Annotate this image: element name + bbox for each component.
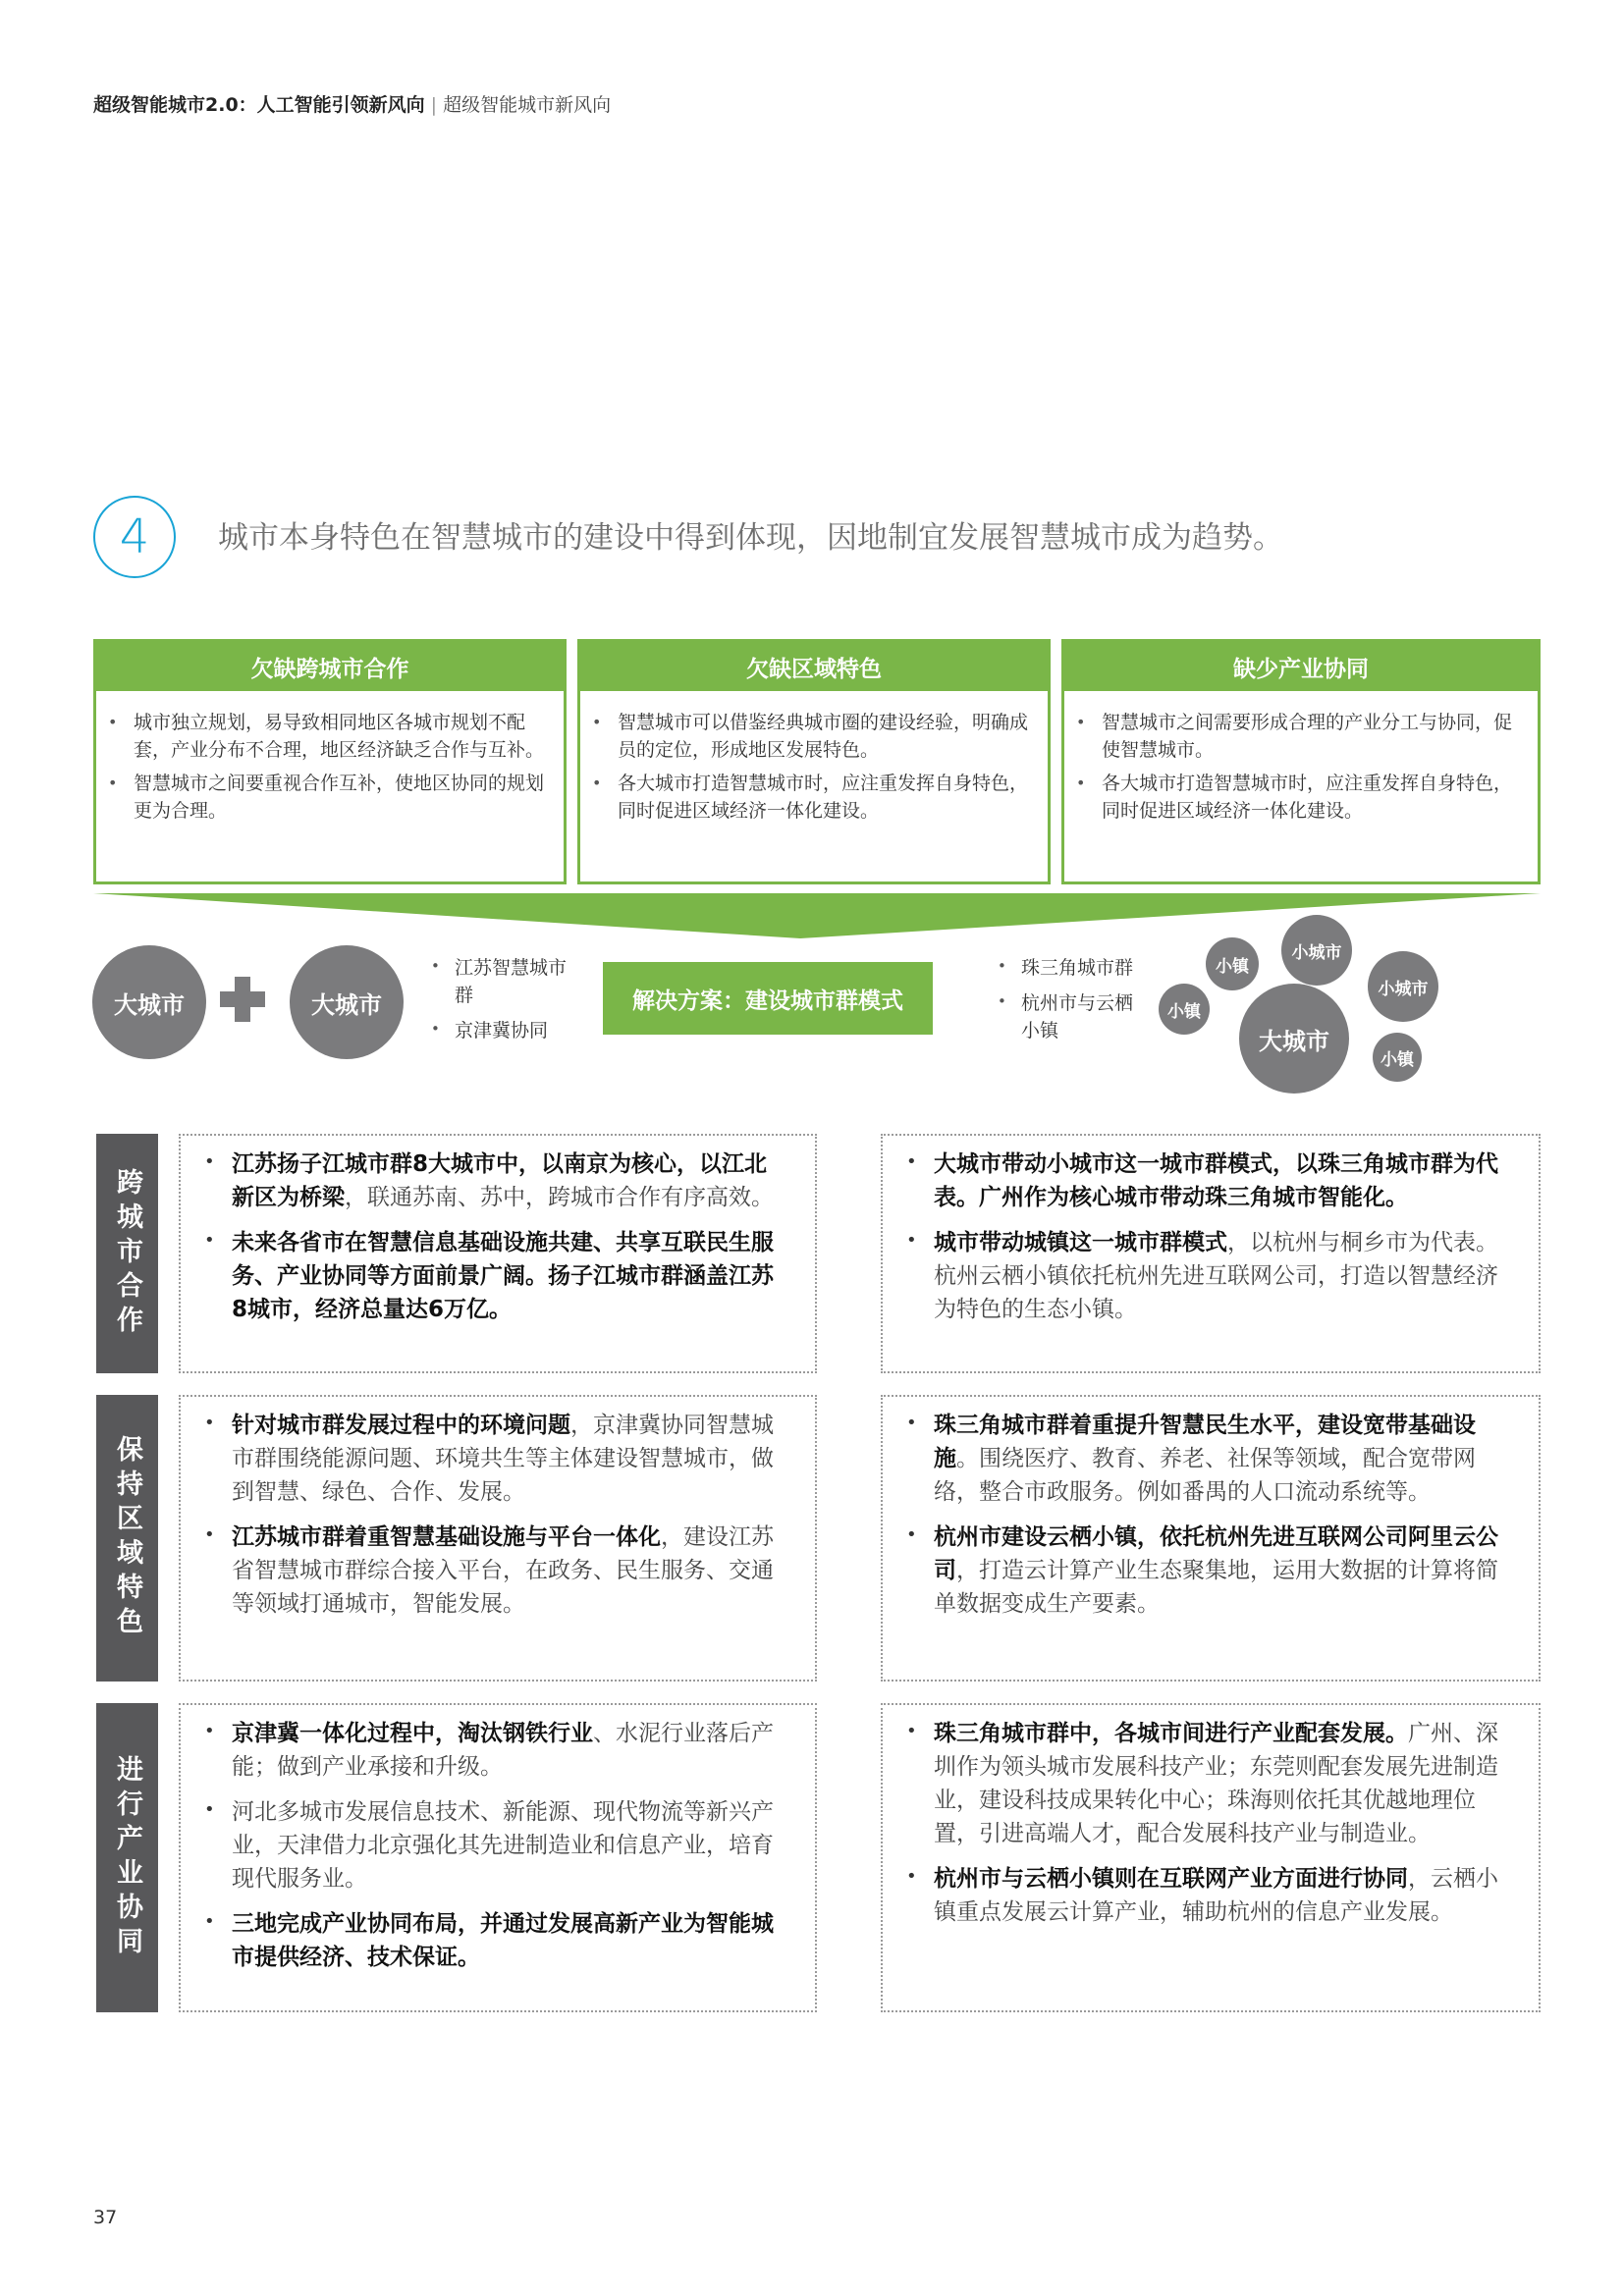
case-list [181,1705,815,1974]
problem-item: • 智慧城市可以借鉴经典城市圈的建设经验，明确成员的定位，形成地区发展特色。 [618,709,1030,764]
case-list [181,1136,815,1326]
problem-box-cross-city [93,639,567,884]
case-item-emphasis: 未来各省市在智慧信息基础设施共建、共享互联民生服务、产业协同等方面前景广阔。扬子江城市群涵盖江苏8城市，经济总量达6万亿。 [232,1230,774,1322]
row-label-regional [96,1395,158,1682]
problem-box-industry [1061,639,1541,884]
case-item [232,1226,785,1326]
cluster-label: 小镇 [1167,1001,1201,1022]
header-title: 超级智能城市2.0：人工智能引领新风向 [93,94,425,116]
case-item-text: 、水泥行业落后产能；做到产业承接和升级。 [232,1721,774,1780]
plus-icon-bar [220,991,265,1007]
example-item: • 京津冀协同 [455,1017,572,1044]
case-item-text: 河北多城市发展信息技术、新能源、现代物流等新兴产业，天津借力北京强化其先进制造业和信息产业，培育现代服务业。 [232,1799,774,1892]
cluster-small-city [1368,951,1438,1022]
problem-heading: 欠缺区域特色 [580,642,1048,691]
section-title: 城市本身特色在智慧城市的建设中得到体现，因地制宜发展智慧城市成为趋势。 [218,520,1283,556]
case-item-text: ，以杭州与桐乡市为代表。 杭州云栖小镇依托杭州先进互联网公司，打造以智慧经济为特色的生态小镇。 [934,1230,1498,1322]
cluster-big-city [1239,984,1349,1094]
case-item-emphasis: 珠三角城市群着重提升智慧民生水平，建设宽带基础设施 [934,1413,1476,1471]
case-box [179,1395,817,1682]
case-item [232,1521,785,1621]
case-item-emphasis: 江苏扬子江城市群8大城市中，以南京为核心，以江北新区为桥梁 [232,1151,768,1210]
row-label-text: 进行产业协同 [112,1754,142,1961]
case-item-emphasis: 杭州市与云栖小镇则在互联网产业方面进行协同 [934,1866,1408,1892]
cluster-label: 小镇 [1216,956,1249,977]
case-item [232,1409,785,1509]
row-label-industry [96,1703,158,2012]
cluster-town [1373,1033,1422,1082]
problem-list [96,691,564,825]
section-number: 4 [119,509,150,564]
case-item [934,1521,1509,1621]
problem-list [1064,691,1538,825]
example-item: • 江苏智慧城市群 [455,954,572,1009]
case-item-text: ，云栖小镇重点发展云计算产业，辅助杭州的信息产业发展。 [934,1866,1498,1925]
case-list [883,1397,1539,1621]
problem-heading: 欠缺跨城市合作 [96,642,564,691]
problem-heading: 缺少产业协同 [1064,642,1538,691]
cluster-small-city [1281,915,1352,986]
cluster-town [1159,984,1210,1035]
problem-item: • 各大城市打造智慧城市时，应注重发挥自身特色，同时促进区域经济一体化建设。 [618,770,1030,825]
case-item-text: ，联通苏南、苏中，跨城市合作有序高效。 [345,1185,774,1210]
case-item-emphasis: 大城市带动小城市这一城市群模式，以珠三角城市群为代表。广州作为核心城市带动珠三角城市智能化。 [934,1151,1498,1210]
example-item: • 杭州市与云栖小镇 [1021,989,1139,1044]
case-list [883,1705,1539,1929]
cluster-label: 小城市 [1378,979,1429,999]
problem-item: • 各大城市打造智慧城市时，应注重发挥自身特色，同时促进区域经济一体化建设。 [1102,770,1520,825]
cluster-label: 大城市 [1259,1027,1329,1055]
case-list [883,1136,1539,1326]
case-item-emphasis: 珠三角城市群中，各城市间进行产业配套发展。 [934,1721,1408,1746]
row-label-text: 跨城市合作 [112,1167,142,1340]
cluster-town [1206,937,1259,990]
case-list [181,1397,815,1621]
case-item [232,1795,785,1896]
case-box [179,1703,817,2012]
case-item [232,1717,785,1784]
running-header [93,90,611,117]
case-item-emphasis: 杭州市建设云栖小镇，依托杭州先进互联网公司阿里云公司 [934,1524,1498,1583]
case-item [232,1148,785,1214]
solution-label: 解决方案：建设城市群模式 [603,962,933,1035]
problem-item: • 智慧城市之间需要形成合理的产业分工与协同，促使智慧城市。 [1102,709,1520,764]
case-item-emphasis: 三地完成产业协同布局，并通过发展高新产业为智能城市提供经济、技术保证。 [232,1911,774,1970]
case-item-text: 广州、深圳作为领头城市发展科技产业；东莞则配套发展先进制造业，建设科技成果转化中心；珠海则依托其优越地理位置，引进高端人才，配合发展科技产业与制造业。 [934,1721,1498,1846]
case-item-emphasis: 江苏城市群着重智慧基础设施与平台一体化 [232,1524,661,1550]
cluster-label: 小镇 [1380,1049,1414,1070]
cluster-label: 小城市 [1291,942,1342,963]
case-item-emphasis: 城市带动城镇这一城市群模式 [934,1230,1227,1255]
header-separator: | [430,94,438,116]
case-item [934,1717,1509,1850]
case-item-emphasis: 针对城市群发展过程中的环境问题 [232,1413,570,1438]
example-list-right [1021,954,1139,1052]
case-item-text: ，建设江苏省智慧城市群综合接入平台，在政务、民生服务、交通等领域打通城市，智能发展。 [232,1524,774,1617]
big-city-label: 大城市 [311,990,382,1019]
problem-list [580,691,1048,825]
problem-box-regional [577,639,1051,884]
case-box [881,1134,1541,1373]
problem-item: • 城市独立规划，易导致相同地区各城市规划不配套，产业分布不合理，地区经济缺乏合作与互补。 [134,709,546,764]
case-item [934,1862,1509,1929]
case-item [934,1148,1509,1214]
case-item [934,1409,1509,1509]
case-item-text: ，打造云计算产业生态聚集地，运用大数据的计算将简单数据变成生产要素。 [934,1558,1498,1617]
row-label-text: 保持区域特色 [112,1435,142,1641]
example-list-left [455,954,572,1052]
page-number: 37 [93,2207,118,2228]
case-box [881,1703,1541,2012]
case-item [934,1226,1509,1326]
big-city-circle [92,945,206,1059]
row-label-cross-city [96,1134,158,1373]
big-city-label: 大城市 [114,990,185,1019]
example-item: • 珠三角城市群 [1021,954,1139,982]
problem-item: • 智慧城市之间要重视合作互补，使地区协同的规划更为合理。 [134,770,546,825]
case-box [179,1134,817,1373]
case-item-text: 。围绕医疗、教育、养老、社保等领域，配合宽带网络，整合市政服务。例如番禺的人口流动系统等。 [934,1446,1476,1505]
case-item-emphasis: 京津冀一体化过程中，淘汰钢铁行业 [232,1721,593,1746]
case-item [232,1907,785,1974]
big-city-circle [290,945,404,1059]
case-item-text: ，京津冀协同智慧城市群围绕能源问题、环境共生等主体建设智慧城市，做到智慧、绿色、合作、发展。 [232,1413,774,1505]
header-subtitle: 超级智能城市新风向 [443,94,612,116]
section-number-badge [93,496,176,578]
case-box [881,1395,1541,1682]
